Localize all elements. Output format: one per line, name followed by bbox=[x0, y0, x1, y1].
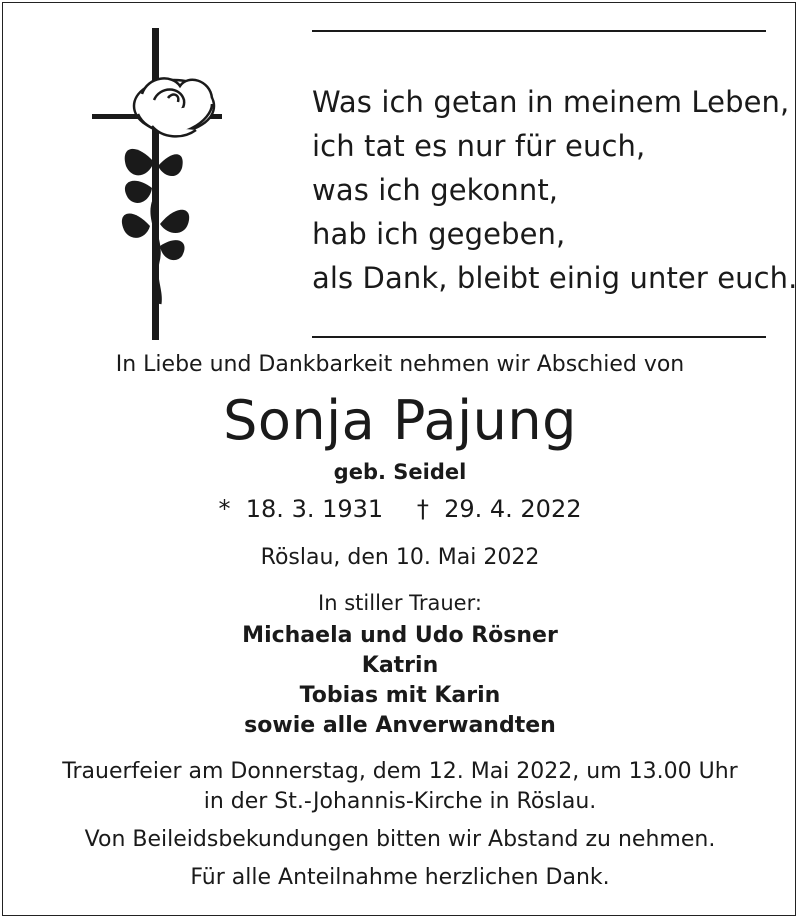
intro-text: In Liebe und Dankbarkeit nehmen wir Abschied von bbox=[115, 352, 685, 377]
birth-date: 18. 3. 1931 bbox=[245, 495, 384, 523]
cross-with-rose-icon bbox=[88, 28, 228, 340]
mourner: Michaela und Udo Rösner bbox=[242, 623, 558, 648]
death-symbol: † bbox=[416, 495, 429, 523]
poem-line: was ich gekonnt, bbox=[312, 173, 559, 207]
poem-line: als Dank, bleibt einig unter euch. bbox=[312, 261, 798, 295]
info-line: in der St.-Johannis-Kirche in Röslau. bbox=[203, 789, 597, 814]
mourner: sowie alle Anverwandten bbox=[244, 713, 556, 738]
poem-line: Was ich getan in meinem Leben, bbox=[312, 85, 790, 119]
info-line: Für alle Anteilnahme herzlichen Dank. bbox=[190, 865, 610, 890]
deceased-name: Sonja Pajung bbox=[223, 389, 577, 452]
poem-line: hab ich gegeben, bbox=[312, 217, 566, 251]
place-date: Röslau, den 10. Mai 2022 bbox=[260, 545, 540, 570]
poem-line: ich tat es nur für euch, bbox=[312, 129, 646, 163]
birth-symbol: * bbox=[218, 495, 231, 523]
mourner: Katrin bbox=[361, 653, 439, 678]
mourning-label: In stiller Trauer: bbox=[318, 591, 482, 615]
top-rule bbox=[312, 30, 766, 32]
info-line: Von Beileidsbekundungen bitten wir Abstand zu nehmen. bbox=[84, 827, 716, 852]
mourners-list bbox=[0, 621, 800, 741]
maiden-name: geb. Seidel bbox=[333, 460, 467, 484]
life-dates bbox=[0, 492, 800, 526]
info-line: Trauerfeier am Donnerstag, dem 12. Mai 2022, um 13.00 Uhr bbox=[62, 759, 738, 784]
death-date: 29. 4. 2022 bbox=[444, 495, 582, 523]
bottom-rule bbox=[312, 336, 766, 338]
funeral-info bbox=[0, 757, 800, 893]
poem bbox=[312, 80, 798, 300]
mourner: Tobias mit Karin bbox=[299, 683, 501, 708]
